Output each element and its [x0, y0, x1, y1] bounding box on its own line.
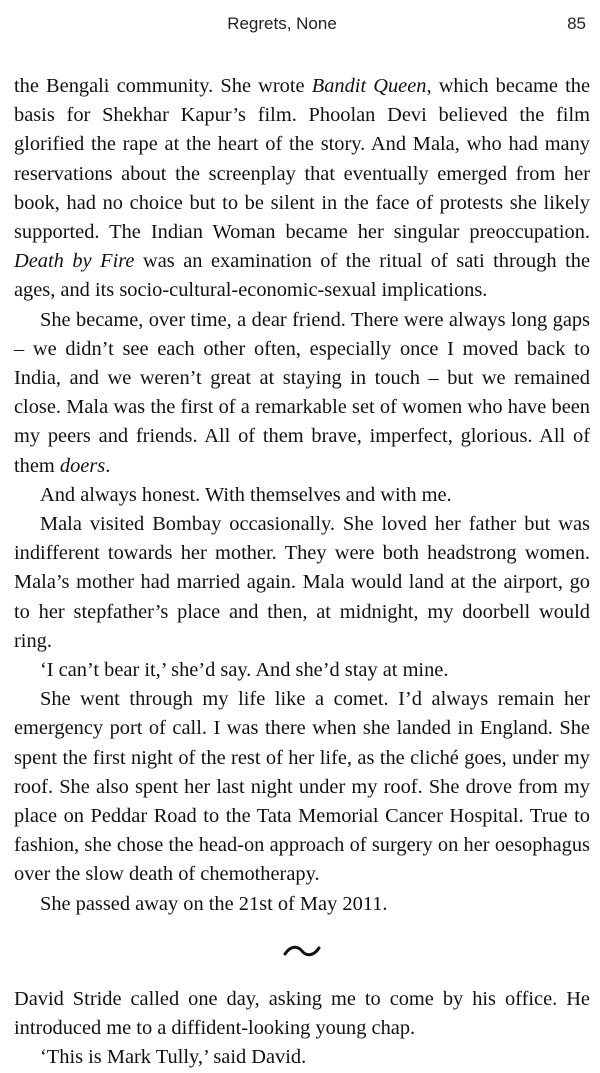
emphasis-doers: doers [59, 454, 106, 477]
body-text [14, 72, 590, 1073]
book-title-death-by-fire: Death by Fire [14, 250, 135, 273]
paragraph-4: Mala visited Bombay occasionally. She loved her father but was indifferent towards her mother. They were both headstrong women. Mala’s mother had married again. Mala would land at the airport, go to her stepfather’s place and then, at midnight, my doorbell would ring. [14, 513, 590, 652]
paragraph-1-text-a: the Bengali community. She wrote [14, 75, 312, 97]
page-number: 85 [567, 14, 586, 33]
paragraph-3: And always honest. With themselves and with me. [40, 483, 452, 506]
paragraph-8: David Stride called one day, asking me to come by his office. He introduced me to a diffident-looking young chap. [14, 987, 590, 1040]
paragraph-7: She passed away on the 21st of May 2011. [40, 892, 388, 915]
paragraph-2-text-c: . [105, 454, 111, 477]
paragraph-5: ‘I can’t bear it,’ she’d say. And she’d stay at mine. [40, 659, 449, 682]
paragraph-1-text-c: , which became the basis for Shekhar Kapur’s film. Phoolan Devi believed the film glorified the rape at the heart of the story. And Mala, who had many reservations about the screenplay that eventually emerged from her book, had no choice but to be silent in the face of protests she likely supported. The Indian Woman became her singular preoccupation. [14, 75, 590, 244]
paragraph-1 [14, 72, 590, 306]
paragraph-6: She went through my life like a comet. I’d always remain her emergency port of call. I was there when she landed in England. She spent the first night of the rest of her life, as the cliché goes, under my roof. She also spent her last night under my roof. She drove from my place on Peddar Road to the Tata Memorial Cancer Hospital. True to fashion, she chose the head-on approach of surgery on her oesophagus over the slow death of chemotherapy. [14, 688, 590, 886]
paragraph-1-text-e: was an examination of the ritual of sati through the ages, and its socio-cultural-economic-sexual implications. [14, 250, 590, 302]
section-break [14, 919, 590, 983]
tail-text [14, 985, 590, 1073]
paragraph-2 [14, 306, 590, 481]
tilde-swash-icon [282, 943, 322, 959]
paragraph-9: ‘This is Mark Tully,’ said David. [40, 1046, 307, 1069]
page-header [0, 12, 600, 38]
book-title-bandit-queen: Bandit Queen [311, 75, 427, 97]
paragraph-2-text-a: She became, over time, a dear friend. There were always long gaps – we didn’t see each other often, especially once I moved back to India, and we weren’t great at staying in touch – but we remained close. Mala was the first of a remarkable set of women who have been my peers and friends. All of them brave, imperfect, glorious. All of them [14, 308, 590, 477]
running-title: Regrets, None [227, 14, 337, 33]
